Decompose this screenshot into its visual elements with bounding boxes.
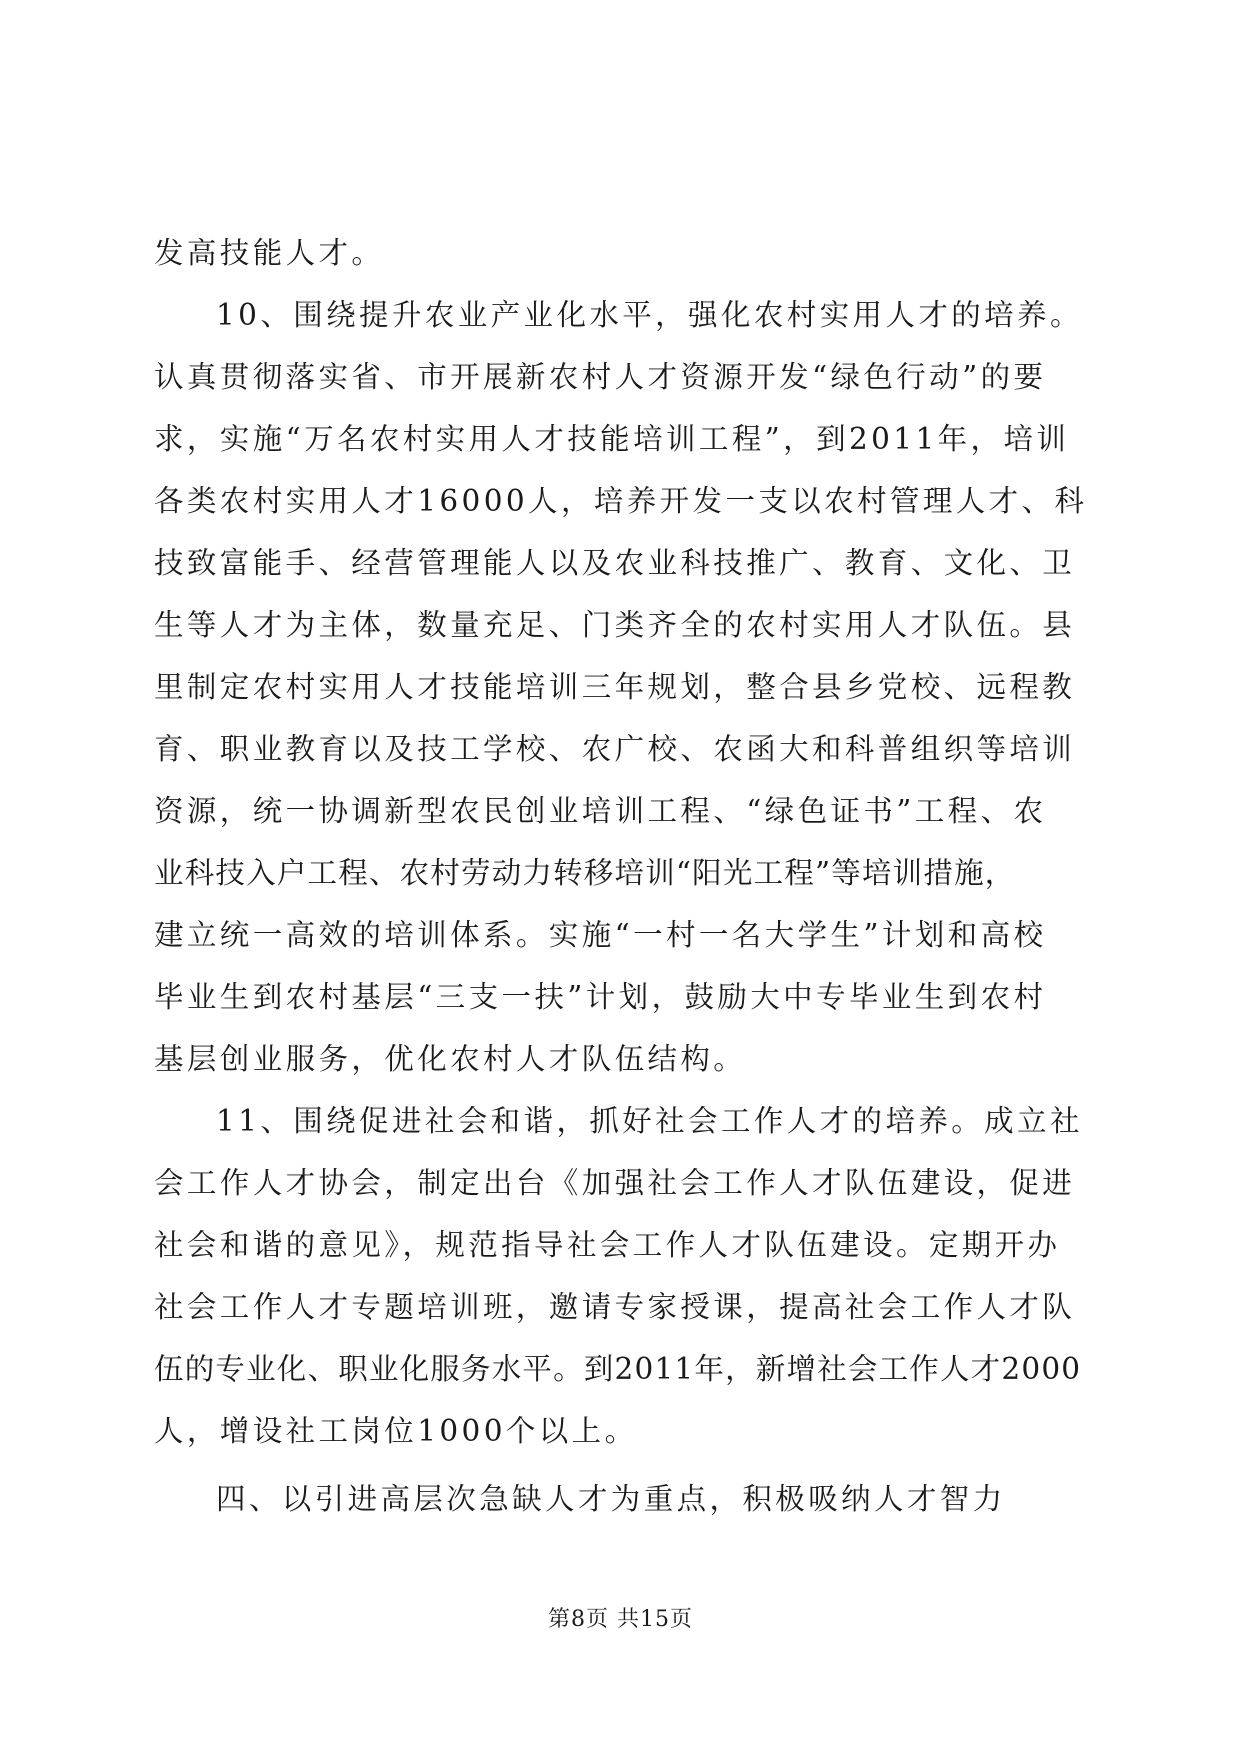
text-line: 资源，统一协调新型农民创业培训工程、“绿色证书”工程、农 [154, 794, 1047, 828]
text-line: 10、围绕提升农业产业化水平，强化农村实用人才的培养。 [216, 298, 1083, 332]
document-body [154, 222, 1088, 1530]
text-line: 业科技入户工程、农村劳动力转移培训“阳光工程”等培训措施， [154, 856, 1016, 890]
text-line: 社会工作人才专题培训班，邀请专家授课，提高社会工作人才队 [154, 1290, 1076, 1324]
text-line: 四、以引进高层次急缺人才为重点，积极吸纳人才智力 [216, 1482, 1006, 1516]
text-line: 发高技能人才。 [154, 236, 385, 270]
text-line: 会工作人才协会，制定出台《加强社会工作人才队伍建设，促进 [154, 1166, 1076, 1200]
text-line: 毕业生到农村基层“三支一扶”计划，鼓励大中专毕业生到农村 [154, 980, 1047, 1014]
text-line: 人，增设社工岗位1000个以上。 [154, 1414, 638, 1448]
section-heading-four [154, 1468, 1084, 1530]
text-line: 伍的专业化、职业化服务水平。到2011年，新增社会工作人才2000 [154, 1352, 1082, 1386]
text-line: 生等人才为主体，数量充足、门类齐全的农村实用人才队伍。县 [154, 608, 1076, 642]
text-line: 认真贯彻落实省、市开展新农村人才资源开发“绿色行动”的要 [154, 360, 1047, 394]
text-line: 社会和谐的意见》，规范指导社会工作人才队伍建设。定期开办 [154, 1228, 1061, 1262]
text-line: 求，实施“万名农村实用人才技能培训工程”，到2011年，培训 [154, 422, 1070, 456]
text-line: 建立统一高效的培训体系。实施“一村一名大学生”计划和高校 [154, 918, 1047, 952]
page-number-footer: 第8页 共15页 [548, 1607, 693, 1632]
text-line: 各类农村实用人才16000人，培养开发一支以农村管理人才、科 [154, 484, 1088, 518]
text-line: 里制定农村实用人才技能培训三年规划，整合县乡党校、远程教 [154, 670, 1076, 704]
paragraph-rural-talent [154, 284, 1088, 1090]
paragraph-continuation [154, 222, 1084, 284]
paragraph-social-work-talent [154, 1090, 1084, 1462]
text-line: 11、围绕促进社会和谐，抓好社会工作人才的培养。成立社 [216, 1104, 1083, 1138]
text-line: 技致富能手、经营管理能人以及农业科技推广、教育、文化、卫 [154, 546, 1076, 580]
text-line: 育、职业教育以及技工学校、农广校、农函大和科普组织等培训 [154, 732, 1076, 766]
text-line: 基层创业服务，优化农村人才队伍结构。 [154, 1042, 747, 1076]
